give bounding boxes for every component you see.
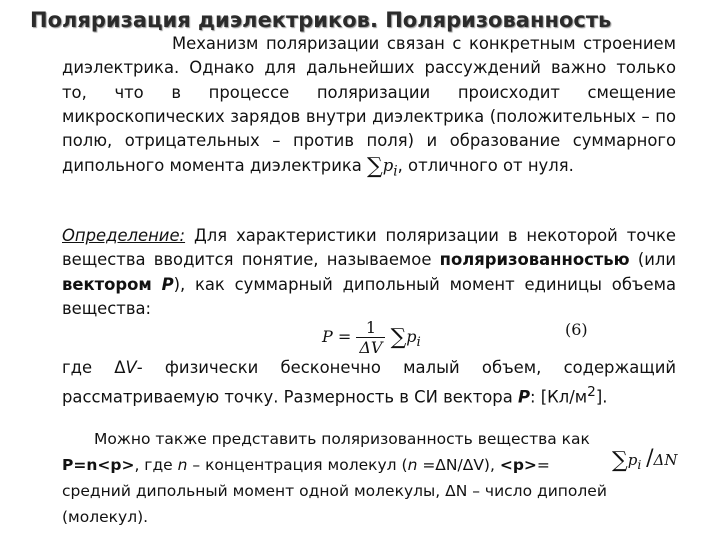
mean-slash: / <box>646 446 654 471</box>
vector-p: p <box>382 156 394 176</box>
concentration-text-a: , где <box>134 456 178 474</box>
definition-text-c: ), как суммарный дипольный момент единицы объема вещества: <box>62 274 676 318</box>
volume-p: P <box>517 387 530 407</box>
formula-eq: = <box>337 327 352 346</box>
mean-dipole-fraction <box>612 446 678 472</box>
term-vector: вектором <box>62 274 152 294</box>
concentration-p: <p> <box>499 456 537 474</box>
concentration-n2: n <box>407 456 418 474</box>
volume-text-b: - физически бесконечно малый объем, содержащий рассматриваемую точку. Размерность в СИ вектора <box>62 358 676 407</box>
mechanism-text-end: , отличного от нуля. <box>397 156 574 176</box>
sum-symbol: ∑ <box>367 154 383 180</box>
concentration-line3: средний дипольный момент одной молекулы, ΔN – число диполей (молекул). <box>62 482 607 526</box>
concentration-eq: P=n<p> <box>62 456 135 474</box>
mechanism-text: Механизм поляризации связан с конкретным строением диэлектрика. Однако для дальнейших рассуждений важно только то, что в процессе поляризации происходит смещение микроскопических зарядов внутри диэлектрика (положительных – по полю, отрицательных – против поля) и образование суммарного дипольного момента диэлектрика <box>62 34 676 176</box>
volume-text-c: : [Кл/м <box>529 387 588 407</box>
formula-sum: ∑ <box>390 325 407 350</box>
term-polarization: поляризованностью <box>439 250 630 270</box>
concentration-text-d: = <box>536 456 550 474</box>
term-p: P <box>161 274 174 294</box>
concentration-line1: Можно также представить поляризованность вещества как <box>94 430 590 448</box>
formula-p: p <box>406 327 417 346</box>
mean-sub: i <box>637 457 642 472</box>
definition-label: Определение: <box>62 226 186 245</box>
equation-number: (6) <box>565 320 588 339</box>
concentration-n: n <box>177 456 188 474</box>
slide-title: Поляризация диэлектриков. Поляризованность <box>30 8 612 32</box>
paragraph-definition <box>62 224 676 321</box>
concentration-text-b: – концентрация молекул ( <box>187 456 408 474</box>
paragraph-volume <box>62 356 676 410</box>
mean-den: ΔN <box>653 451 678 469</box>
formula-denominator: ΔV <box>359 338 383 357</box>
polarization-formula <box>322 318 421 357</box>
formula-numerator: 1 <box>356 318 385 338</box>
volume-text-d: ]. <box>595 387 608 407</box>
mean-sum: ∑ <box>612 448 628 473</box>
formula-fraction <box>356 318 385 357</box>
formula-sub: i <box>416 335 421 351</box>
concentration-line2 <box>62 452 702 478</box>
definition-text-a: Для характеристики поляризации в некоторой точке вещества вводится понятие, называемое <box>62 226 676 270</box>
volume-sup: 2 <box>587 384 596 401</box>
mean-p: p <box>627 451 638 469</box>
concentration-text-c: =ΔN/ΔV), <box>417 456 500 474</box>
paragraph-mechanism <box>62 32 676 184</box>
formula-lhs: P <box>322 327 333 346</box>
definition-text-b: (или <box>629 250 676 270</box>
volume-v: V <box>125 358 137 377</box>
subscript-i: i <box>393 163 398 180</box>
paragraph-concentration <box>62 426 702 530</box>
volume-text-a: где Δ <box>62 358 126 377</box>
